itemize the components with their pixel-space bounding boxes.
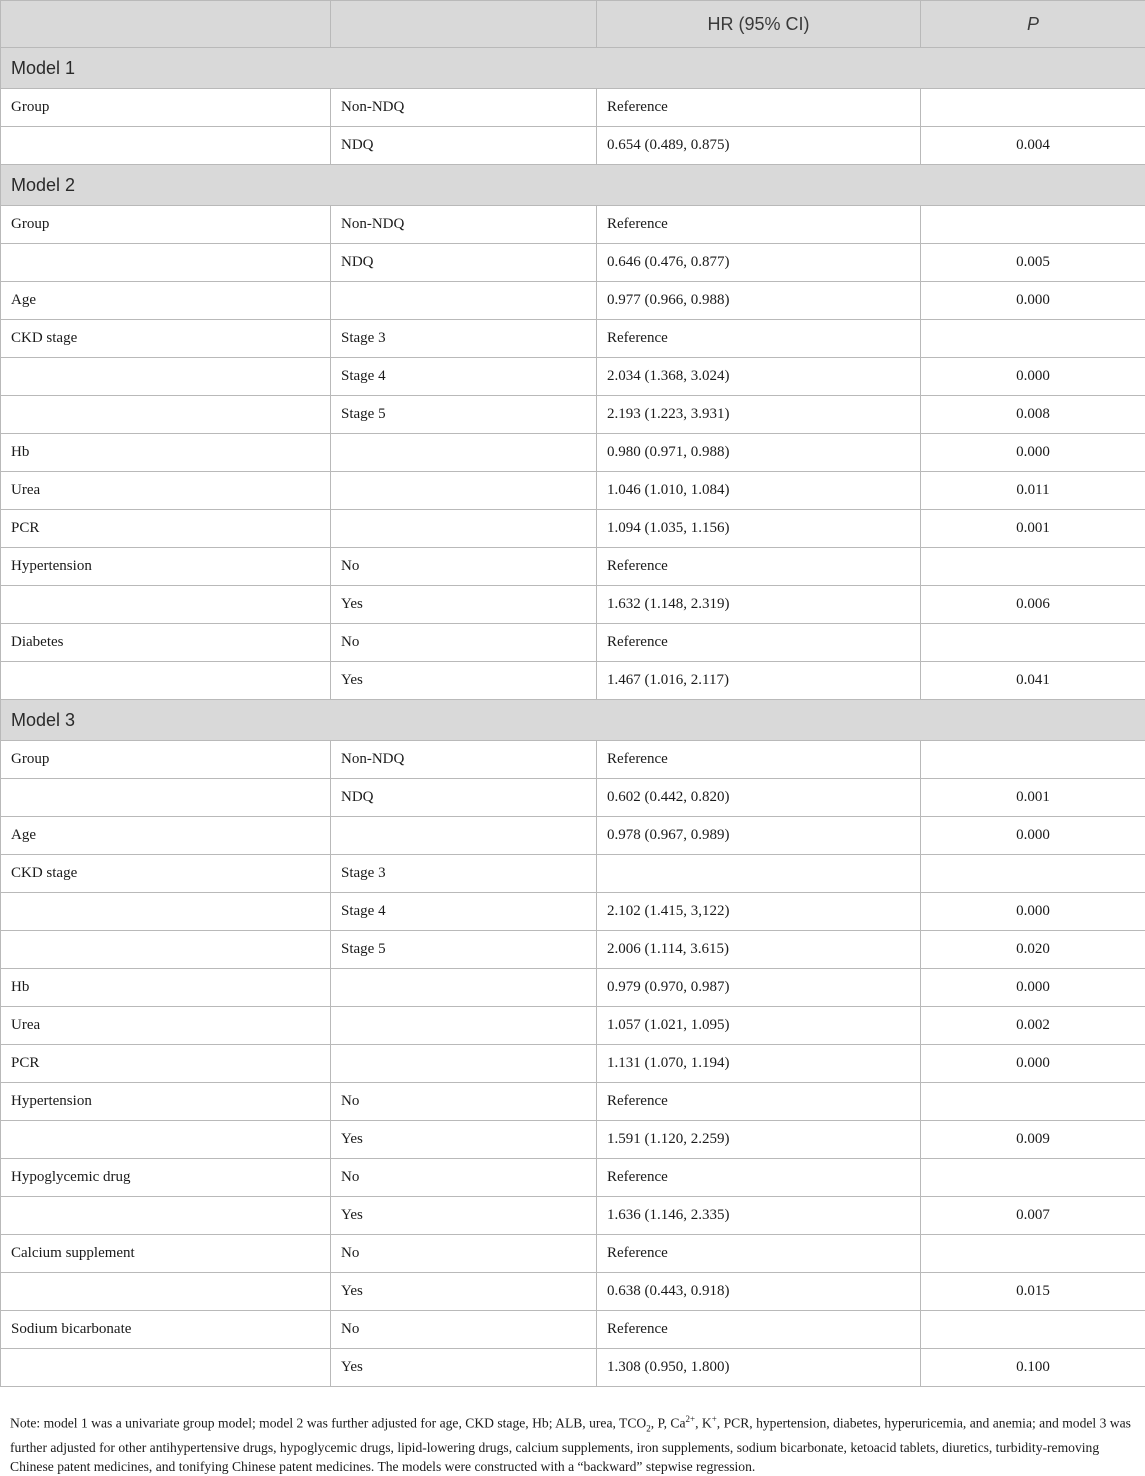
variable-cell: PCR [1, 1045, 331, 1083]
variable-cell: Diabetes [1, 624, 331, 662]
table-row [1, 510, 1145, 548]
level-cell: No [331, 1083, 597, 1121]
table-row [1, 624, 1145, 662]
variable-cell [1, 1197, 331, 1235]
table-row [1, 1007, 1145, 1045]
p-value-cell: 0.001 [921, 510, 1145, 548]
p-value-cell: 0.041 [921, 662, 1145, 700]
variable-cell: Age [1, 817, 331, 855]
table-row [1, 434, 1145, 472]
table-body [1, 48, 1145, 1387]
table-row [1, 1235, 1145, 1273]
hr-cell: 0.602 (0.442, 0.820) [597, 779, 921, 817]
hr-cell: Reference [597, 1311, 921, 1349]
p-value-cell: 0.000 [921, 282, 1145, 320]
hr-cell: Reference [597, 1083, 921, 1121]
hr-cell: Reference [597, 624, 921, 662]
variable-cell: Sodium bicarbonate [1, 1311, 331, 1349]
level-cell: Stage 5 [331, 931, 597, 969]
level-cell: Stage 4 [331, 893, 597, 931]
variable-cell [1, 1121, 331, 1159]
hr-cell: 1.057 (1.021, 1.095) [597, 1007, 921, 1045]
variable-cell: Hypertension [1, 548, 331, 586]
level-cell: Non-NDQ [331, 741, 597, 779]
hr-cell: Reference [597, 548, 921, 586]
variable-cell: Calcium supplement [1, 1235, 331, 1273]
level-cell [331, 472, 597, 510]
model-header-row [1, 48, 1145, 89]
level-cell: No [331, 1159, 597, 1197]
variable-cell [1, 244, 331, 282]
level-cell [331, 969, 597, 1007]
model-title: Model 2 [1, 165, 1145, 206]
p-value-cell [921, 1083, 1145, 1121]
hr-cell: 1.094 (1.035, 1.156) [597, 510, 921, 548]
table-row [1, 1121, 1145, 1159]
level-cell: Yes [331, 1273, 597, 1311]
variable-cell [1, 586, 331, 624]
variable-cell: Age [1, 282, 331, 320]
variable-cell [1, 1273, 331, 1311]
note-sup1: 2+ [686, 1414, 696, 1424]
variable-cell: Hypertension [1, 1083, 331, 1121]
table-row [1, 741, 1145, 779]
p-value-cell [921, 624, 1145, 662]
table-row [1, 586, 1145, 624]
p-value-cell [921, 89, 1145, 127]
level-cell: NDQ [331, 779, 597, 817]
table-row [1, 89, 1145, 127]
table-row [1, 472, 1145, 510]
p-value-cell [921, 206, 1145, 244]
hr-cell: 0.977 (0.966, 0.988) [597, 282, 921, 320]
level-cell: Non-NDQ [331, 89, 597, 127]
variable-cell: PCR [1, 510, 331, 548]
level-cell: NDQ [331, 127, 597, 165]
hr-cell: Reference [597, 1159, 921, 1197]
level-cell: Yes [331, 662, 597, 700]
model-title: Model 3 [1, 700, 1145, 741]
variable-cell [1, 127, 331, 165]
p-value-cell [921, 741, 1145, 779]
model-title: Model 1 [1, 48, 1145, 89]
variable-cell: CKD stage [1, 855, 331, 893]
hr-cell: 1.467 (1.016, 2.117) [597, 662, 921, 700]
level-cell [331, 434, 597, 472]
table-row [1, 127, 1145, 165]
p-value-cell: 0.002 [921, 1007, 1145, 1045]
table-row [1, 779, 1145, 817]
table-row [1, 1159, 1145, 1197]
hr-cell: 1.308 (0.950, 1.800) [597, 1349, 921, 1387]
variable-cell [1, 779, 331, 817]
hr-cell: 2.034 (1.368, 3.024) [597, 358, 921, 396]
level-cell: No [331, 548, 597, 586]
hr-cell: 2.102 (1.415, 3,122) [597, 893, 921, 931]
level-cell: Stage 4 [331, 358, 597, 396]
level-cell: Stage 3 [331, 320, 597, 358]
hr-cell: 0.980 (0.971, 0.988) [597, 434, 921, 472]
model-header-row [1, 700, 1145, 741]
table-row [1, 548, 1145, 586]
table-row [1, 206, 1145, 244]
hr-cell: 2.193 (1.223, 3.931) [597, 396, 921, 434]
p-value-cell: 0.007 [921, 1197, 1145, 1235]
header-level [331, 1, 597, 48]
table-row [1, 1045, 1145, 1083]
hr-cell [597, 855, 921, 893]
p-value-cell: 0.009 [921, 1121, 1145, 1159]
hr-cell: 2.006 (1.114, 3.615) [597, 931, 921, 969]
level-cell: No [331, 1311, 597, 1349]
level-cell [331, 282, 597, 320]
p-value-cell [921, 1159, 1145, 1197]
level-cell: Yes [331, 1349, 597, 1387]
note-part1: Note: model 1 was a univariate group model; model 2 was further adjusted for age, CKD stage, Hb; ALB, urea, TCO [10, 1416, 646, 1431]
hr-cell: Reference [597, 206, 921, 244]
p-value-cell: 0.000 [921, 817, 1145, 855]
p-value-cell: 0.006 [921, 586, 1145, 624]
table-note [10, 1410, 1135, 1476]
p-value-cell: 0.008 [921, 396, 1145, 434]
table-row [1, 931, 1145, 969]
model-header-row [1, 165, 1145, 206]
level-cell [331, 510, 597, 548]
p-value-cell: 0.004 [921, 127, 1145, 165]
level-cell: NDQ [331, 244, 597, 282]
hr-cell: 0.654 (0.489, 0.875) [597, 127, 921, 165]
p-value-cell: 0.015 [921, 1273, 1145, 1311]
hr-cell: 0.638 (0.443, 0.918) [597, 1273, 921, 1311]
variable-cell: Group [1, 741, 331, 779]
note-part2: , P, Ca [651, 1416, 686, 1431]
p-value-cell: 0.000 [921, 893, 1145, 931]
p-value-cell: 0.000 [921, 434, 1145, 472]
variable-cell: Hb [1, 434, 331, 472]
variable-cell [1, 893, 331, 931]
variable-cell [1, 931, 331, 969]
table-row [1, 1349, 1145, 1387]
table-row [1, 358, 1145, 396]
table-row [1, 817, 1145, 855]
level-cell [331, 1007, 597, 1045]
header-p: P [921, 1, 1145, 48]
level-cell: Yes [331, 586, 597, 624]
table-row [1, 893, 1145, 931]
note-part4: , PCR, hypertension, diabetes, hyperuricemia, and anemia; and model 3 was further adjusted for other antihypertensive drugs, hypoglycemic drugs, lipid-lowering drugs, calcium supplements, iron supplements, sodium bicarbonate, ketoacid tablets, diuretics, turbidity-removing Chinese patent medicines, and tonifying Chinese patent medicines. The models were constructed with a “backward” stepwise regression. [10, 1416, 1131, 1475]
level-cell: Yes [331, 1197, 597, 1235]
table-row [1, 1083, 1145, 1121]
variable-cell: Group [1, 206, 331, 244]
table-row [1, 969, 1145, 1007]
level-cell: Stage 5 [331, 396, 597, 434]
table-row [1, 1311, 1145, 1349]
variable-cell: Urea [1, 1007, 331, 1045]
p-value-cell: 0.001 [921, 779, 1145, 817]
variable-cell: CKD stage [1, 320, 331, 358]
note-part3: , K [695, 1416, 712, 1431]
hr-cell: 1.632 (1.148, 2.319) [597, 586, 921, 624]
p-value-cell [921, 1235, 1145, 1273]
variable-cell [1, 358, 331, 396]
variable-cell: Hb [1, 969, 331, 1007]
hr-cell: 0.979 (0.970, 0.987) [597, 969, 921, 1007]
note-sub1: 2 [646, 1423, 651, 1433]
variable-cell [1, 662, 331, 700]
note-sup2: + [712, 1414, 717, 1424]
level-cell: Yes [331, 1121, 597, 1159]
variable-cell [1, 396, 331, 434]
p-value-cell: 0.011 [921, 472, 1145, 510]
table-row [1, 396, 1145, 434]
table-row [1, 662, 1145, 700]
variable-cell: Group [1, 89, 331, 127]
level-cell: Stage 3 [331, 855, 597, 893]
p-value-cell: 0.000 [921, 1045, 1145, 1083]
level-cell: No [331, 624, 597, 662]
table-row [1, 1273, 1145, 1311]
variable-cell: Hypoglycemic drug [1, 1159, 331, 1197]
variable-cell: Urea [1, 472, 331, 510]
p-value-cell [921, 855, 1145, 893]
header-hr: HR (95% CI) [597, 1, 921, 48]
hr-cell: 0.646 (0.476, 0.877) [597, 244, 921, 282]
variable-cell [1, 1349, 331, 1387]
table-row [1, 282, 1145, 320]
p-value-cell [921, 320, 1145, 358]
hr-cell: 1.046 (1.010, 1.084) [597, 472, 921, 510]
p-value-cell [921, 548, 1145, 586]
header-variable [1, 1, 331, 48]
level-cell [331, 1045, 597, 1083]
p-value-cell [921, 1311, 1145, 1349]
hr-cell: Reference [597, 1235, 921, 1273]
p-value-cell: 0.020 [921, 931, 1145, 969]
hr-cell: 0.978 (0.967, 0.989) [597, 817, 921, 855]
hr-cell: Reference [597, 89, 921, 127]
table-row [1, 320, 1145, 358]
table-row [1, 1197, 1145, 1235]
hr-cell: Reference [597, 741, 921, 779]
hr-cell: Reference [597, 320, 921, 358]
p-value-cell: 0.000 [921, 969, 1145, 1007]
table-row [1, 244, 1145, 282]
hr-cell: 1.131 (1.070, 1.194) [597, 1045, 921, 1083]
level-cell [331, 817, 597, 855]
hr-cell: 1.591 (1.120, 2.259) [597, 1121, 921, 1159]
p-value-cell: 0.100 [921, 1349, 1145, 1387]
level-cell: Non-NDQ [331, 206, 597, 244]
level-cell: No [331, 1235, 597, 1273]
p-value-cell: 0.005 [921, 244, 1145, 282]
header-row [1, 1, 1145, 48]
p-value-cell: 0.000 [921, 358, 1145, 396]
table-row [1, 855, 1145, 893]
hr-cell: 1.636 (1.146, 2.335) [597, 1197, 921, 1235]
